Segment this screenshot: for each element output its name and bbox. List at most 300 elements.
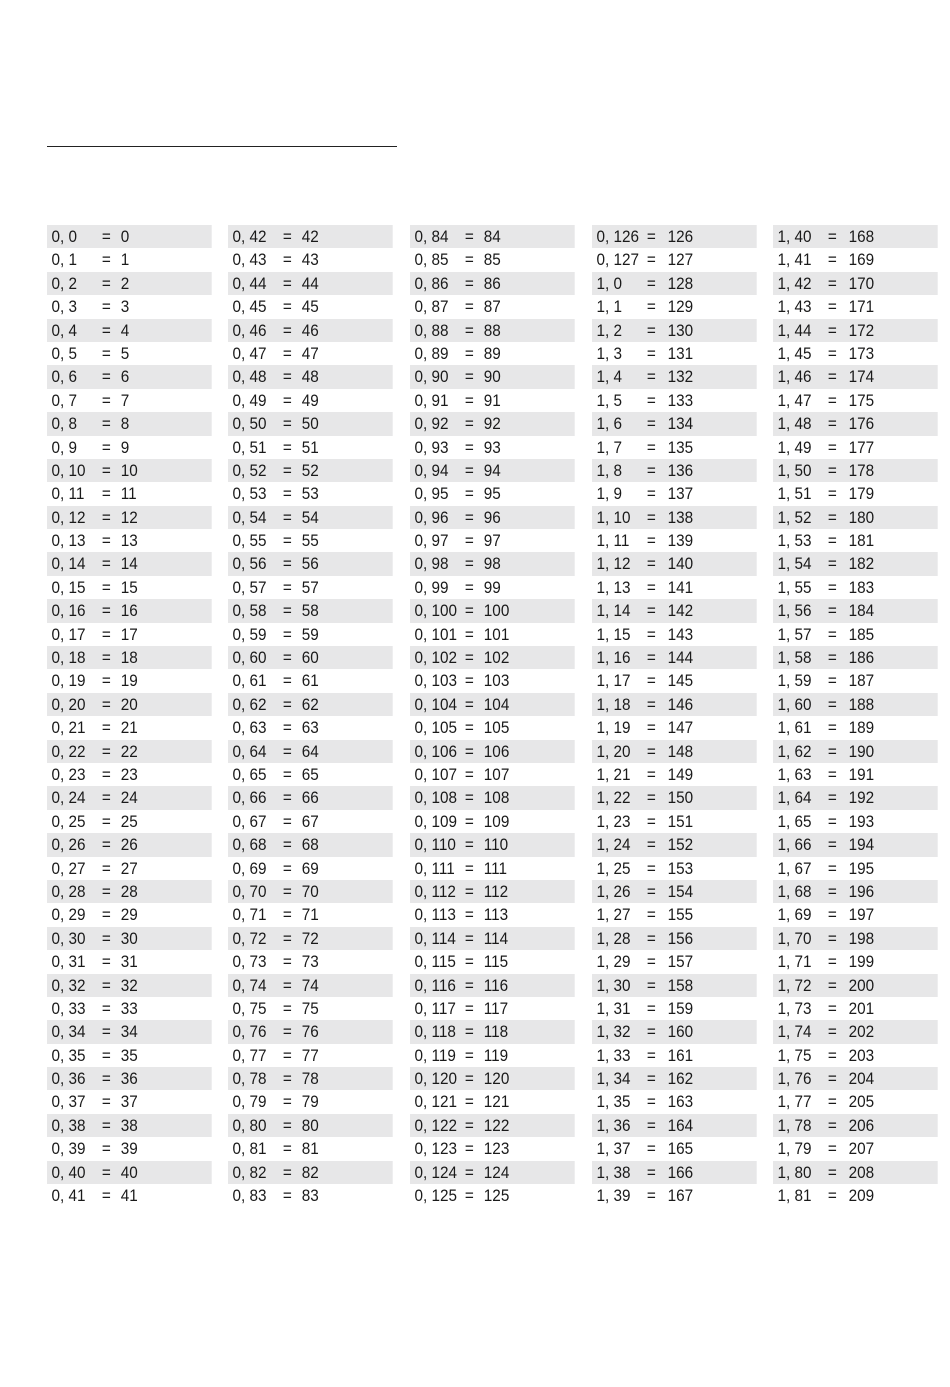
table-row <box>410 599 575 622</box>
value-cell: 156 <box>667 928 694 948</box>
table-row <box>410 646 575 669</box>
code-cell: 1, 60 <box>777 694 812 714</box>
code-cell: 0, 101 <box>414 624 458 644</box>
table-row <box>47 1090 212 1113</box>
code-cell: 1, 70 <box>777 928 812 948</box>
table-column <box>592 225 757 1207</box>
table-row <box>592 389 757 412</box>
code-cell: 0, 92 <box>414 414 449 434</box>
value-cell: 161 <box>667 1045 694 1065</box>
value-cell: 208 <box>848 1162 875 1182</box>
value-cell: 158 <box>667 975 694 995</box>
code-cell: 1, 25 <box>596 858 631 878</box>
table-row <box>410 482 575 505</box>
value-cell: 177 <box>848 437 875 457</box>
equals-sign: = <box>646 250 656 270</box>
code-cell: 0, 4 <box>51 320 78 340</box>
table-row <box>47 693 212 716</box>
code-cell: 0, 13 <box>51 531 86 551</box>
value-cell: 12 <box>120 507 138 527</box>
table-row <box>410 436 575 459</box>
equals-sign: = <box>646 788 656 808</box>
value-cell: 70 <box>301 881 319 901</box>
table-row <box>592 295 757 318</box>
equals-sign: = <box>464 1092 474 1112</box>
value-cell: 20 <box>120 694 138 714</box>
code-cell: 1, 59 <box>777 671 812 691</box>
table-row <box>773 342 938 365</box>
code-cell: 0, 7 <box>51 390 78 410</box>
equals-sign: = <box>101 297 111 317</box>
value-cell: 157 <box>667 952 694 972</box>
value-cell: 56 <box>301 554 319 574</box>
code-cell: 0, 112 <box>414 881 456 901</box>
code-cell: 0, 90 <box>414 367 449 387</box>
equals-sign: = <box>464 390 474 410</box>
code-cell: 0, 63 <box>232 718 267 738</box>
code-cell: 0, 78 <box>232 1069 267 1089</box>
value-cell: 178 <box>848 460 875 480</box>
table-row <box>592 552 757 575</box>
table-row <box>592 342 757 365</box>
table-row <box>47 295 212 318</box>
code-cell: 1, 35 <box>596 1092 631 1112</box>
code-cell: 0, 82 <box>232 1162 267 1182</box>
equals-sign: = <box>101 414 111 434</box>
equals-sign: = <box>646 367 656 387</box>
code-cell: 0, 114 <box>414 928 456 948</box>
table-row <box>47 576 212 599</box>
table-column <box>773 225 938 1207</box>
value-cell: 151 <box>667 811 694 831</box>
value-cell: 65 <box>301 764 319 784</box>
table-row <box>592 576 757 599</box>
equals-sign: = <box>827 531 837 551</box>
value-cell: 162 <box>667 1069 694 1089</box>
code-cell: 0, 105 <box>414 718 458 738</box>
value-cell: 6 <box>120 367 130 387</box>
code-cell: 1, 32 <box>596 1022 631 1042</box>
value-cell: 138 <box>667 507 694 527</box>
equals-sign: = <box>101 835 111 855</box>
table-row <box>773 389 938 412</box>
code-cell: 0, 123 <box>414 1139 458 1159</box>
equals-sign: = <box>282 437 292 457</box>
code-cell: 1, 42 <box>777 273 812 293</box>
value-cell: 33 <box>120 998 138 1018</box>
equals-sign: = <box>827 928 837 948</box>
equals-sign: = <box>464 928 474 948</box>
code-cell: 0, 77 <box>232 1045 267 1065</box>
table-row <box>228 576 393 599</box>
code-cell: 1, 26 <box>596 881 631 901</box>
value-cell: 59 <box>301 624 319 644</box>
equals-sign: = <box>646 554 656 574</box>
value-cell: 66 <box>301 788 319 808</box>
equals-sign: = <box>646 273 656 293</box>
value-cell: 207 <box>848 1139 875 1159</box>
table-row <box>592 950 757 973</box>
value-cell: 23 <box>120 764 138 784</box>
value-cell: 51 <box>301 437 319 457</box>
table-row <box>47 552 212 575</box>
code-cell: 0, 59 <box>232 624 267 644</box>
equals-sign: = <box>101 577 111 597</box>
table-row <box>228 810 393 833</box>
table-row <box>592 974 757 997</box>
equals-sign: = <box>464 531 474 551</box>
equals-sign: = <box>101 531 111 551</box>
table-row <box>773 482 938 505</box>
equals-sign: = <box>827 1092 837 1112</box>
value-cell: 199 <box>848 952 875 972</box>
value-cell: 159 <box>667 998 694 1018</box>
value-cell: 146 <box>667 694 694 714</box>
code-cell: 0, 54 <box>232 507 267 527</box>
equals-sign: = <box>464 811 474 831</box>
table-row <box>773 974 938 997</box>
equals-sign: = <box>464 437 474 457</box>
equals-sign: = <box>282 273 292 293</box>
value-cell: 29 <box>120 905 138 925</box>
equals-sign: = <box>464 1022 474 1042</box>
equals-sign: = <box>282 484 292 504</box>
value-cell: 201 <box>848 998 875 1018</box>
code-cell: 0, 126 <box>596 227 640 246</box>
equals-sign: = <box>827 811 837 831</box>
table-row <box>592 319 757 342</box>
table-row <box>410 295 575 318</box>
table-row <box>228 623 393 646</box>
equals-sign: = <box>101 905 111 925</box>
equals-sign: = <box>827 975 837 995</box>
value-cell: 44 <box>301 273 319 293</box>
table-column <box>47 225 212 1207</box>
code-cell: 1, 14 <box>596 601 631 621</box>
table-row <box>773 810 938 833</box>
table-row <box>592 693 757 716</box>
table-row <box>228 740 393 763</box>
table-row <box>592 459 757 482</box>
value-cell: 30 <box>120 928 138 948</box>
table-row <box>228 529 393 552</box>
value-cell: 84 <box>483 227 501 246</box>
table-row <box>228 482 393 505</box>
equals-sign: = <box>101 648 111 668</box>
equals-sign: = <box>464 788 474 808</box>
value-cell: 94 <box>483 460 501 480</box>
table-row <box>773 927 938 950</box>
code-cell: 0, 20 <box>51 694 86 714</box>
equals-sign: = <box>282 343 292 363</box>
value-cell: 154 <box>667 881 694 901</box>
value-cell: 55 <box>301 531 319 551</box>
code-cell: 1, 9 <box>596 484 623 504</box>
table-row <box>47 412 212 435</box>
value-cell: 8 <box>120 414 130 434</box>
value-cell: 37 <box>120 1092 138 1112</box>
equals-sign: = <box>101 1022 111 1042</box>
table-row <box>47 786 212 809</box>
table-row <box>773 1114 938 1137</box>
value-cell: 74 <box>301 975 319 995</box>
equals-sign: = <box>282 577 292 597</box>
value-cell: 188 <box>848 694 875 714</box>
value-cell: 27 <box>120 858 138 878</box>
table-row <box>47 272 212 295</box>
code-cell: 1, 6 <box>596 414 623 434</box>
table-row <box>592 903 757 926</box>
equals-sign: = <box>464 858 474 878</box>
equals-sign: = <box>646 905 656 925</box>
equals-sign: = <box>282 320 292 340</box>
code-cell: 1, 19 <box>596 718 631 738</box>
table-row <box>228 1090 393 1113</box>
value-cell: 126 <box>667 227 694 246</box>
table-row <box>47 389 212 412</box>
value-cell: 17 <box>120 624 138 644</box>
equals-sign: = <box>101 437 111 457</box>
table-row <box>773 319 938 342</box>
value-cell: 204 <box>848 1069 875 1089</box>
value-cell: 54 <box>301 507 319 527</box>
table-row <box>592 225 757 248</box>
equals-sign: = <box>101 390 111 410</box>
value-cell: 15 <box>120 577 138 597</box>
table-row <box>592 927 757 950</box>
table-row <box>592 412 757 435</box>
table-row <box>228 552 393 575</box>
table-row <box>47 248 212 271</box>
value-cell: 13 <box>120 531 138 551</box>
table-row <box>773 880 938 903</box>
equals-sign: = <box>101 343 111 363</box>
value-cell: 203 <box>848 1045 875 1065</box>
table-row <box>47 903 212 926</box>
value-cell: 81 <box>301 1139 319 1159</box>
code-cell: 1, 66 <box>777 835 812 855</box>
value-cell: 120 <box>483 1069 510 1089</box>
table-row <box>592 716 757 739</box>
value-cell: 28 <box>120 881 138 901</box>
value-cell: 3 <box>120 297 130 317</box>
table-row <box>228 1067 393 1090</box>
code-cell: 0, 119 <box>414 1045 456 1065</box>
value-cell: 153 <box>667 858 694 878</box>
code-cell: 0, 104 <box>414 694 458 714</box>
code-cell: 0, 31 <box>51 952 86 972</box>
equals-sign: = <box>101 811 111 831</box>
table-row <box>47 482 212 505</box>
value-cell: 144 <box>667 648 694 668</box>
value-cell: 95 <box>483 484 501 504</box>
table-row <box>410 763 575 786</box>
value-cell: 197 <box>848 905 875 925</box>
code-cell: 0, 19 <box>51 671 86 691</box>
table-row <box>773 436 938 459</box>
equals-sign: = <box>646 414 656 434</box>
value-cell: 82 <box>301 1162 319 1182</box>
code-cell: 0, 17 <box>51 624 86 644</box>
equals-sign: = <box>464 1162 474 1182</box>
table-row <box>773 646 938 669</box>
code-cell: 0, 71 <box>232 905 267 925</box>
equals-sign: = <box>282 905 292 925</box>
equals-sign: = <box>101 1069 111 1089</box>
equals-sign: = <box>827 764 837 784</box>
code-cell: 1, 33 <box>596 1045 631 1065</box>
value-cell: 106 <box>483 741 510 761</box>
value-cell: 99 <box>483 577 501 597</box>
equals-sign: = <box>101 718 111 738</box>
table-row <box>47 459 212 482</box>
code-cell: 0, 33 <box>51 998 86 1018</box>
equals-sign: = <box>101 1092 111 1112</box>
equals-sign: = <box>101 624 111 644</box>
code-cell: 0, 87 <box>414 297 449 317</box>
code-cell: 1, 57 <box>777 624 812 644</box>
equals-sign: = <box>464 881 474 901</box>
code-cell: 1, 21 <box>596 764 631 784</box>
code-cell: 0, 117 <box>414 998 456 1018</box>
table-row <box>47 599 212 622</box>
code-cell: 0, 47 <box>232 343 267 363</box>
code-cell: 0, 40 <box>51 1162 86 1182</box>
code-cell: 0, 56 <box>232 554 267 574</box>
code-cell: 0, 68 <box>232 835 267 855</box>
equals-sign: = <box>282 835 292 855</box>
value-cell: 130 <box>667 320 694 340</box>
equals-sign: = <box>282 250 292 270</box>
value-cell: 97 <box>483 531 501 551</box>
table-row <box>773 1090 938 1113</box>
equals-sign: = <box>827 601 837 621</box>
code-cell: 1, 48 <box>777 414 812 434</box>
value-cell: 61 <box>301 671 319 691</box>
code-cell: 0, 100 <box>414 601 458 621</box>
table-row <box>47 225 212 248</box>
value-cell: 77 <box>301 1045 319 1065</box>
equals-sign: = <box>464 835 474 855</box>
code-cell: 0, 79 <box>232 1092 267 1112</box>
equals-sign: = <box>101 320 111 340</box>
table-row <box>410 857 575 880</box>
equals-sign: = <box>464 1045 474 1065</box>
table-row <box>47 763 212 786</box>
code-cell: 0, 125 <box>414 1186 458 1206</box>
value-cell: 190 <box>848 741 875 761</box>
table-row <box>773 459 938 482</box>
equals-sign: = <box>827 507 837 527</box>
equals-sign: = <box>646 1186 656 1206</box>
table-row <box>228 319 393 342</box>
code-cell: 0, 41 <box>51 1186 86 1206</box>
equals-sign: = <box>282 811 292 831</box>
equals-sign: = <box>827 741 837 761</box>
code-cell: 1, 34 <box>596 1069 631 1089</box>
code-cell: 1, 79 <box>777 1139 812 1159</box>
table-row <box>410 365 575 388</box>
table-row <box>410 248 575 271</box>
value-cell: 163 <box>667 1092 694 1112</box>
code-cell: 0, 98 <box>414 554 449 574</box>
table-row <box>228 295 393 318</box>
value-cell: 150 <box>667 788 694 808</box>
table-row <box>228 974 393 997</box>
value-cell: 76 <box>301 1022 319 1042</box>
table-row <box>592 623 757 646</box>
equals-sign: = <box>646 390 656 410</box>
code-cell: 1, 39 <box>596 1186 631 1206</box>
value-cell: 67 <box>301 811 319 831</box>
table-row <box>228 1020 393 1043</box>
table-row <box>592 365 757 388</box>
table-row <box>47 880 212 903</box>
value-cell: 141 <box>667 577 694 597</box>
code-cell: 0, 99 <box>414 577 449 597</box>
code-cell: 0, 115 <box>414 952 456 972</box>
value-cell: 109 <box>483 811 510 831</box>
value-cell: 184 <box>848 601 875 621</box>
table-row <box>773 529 938 552</box>
code-cell: 0, 27 <box>51 858 86 878</box>
equals-sign: = <box>646 437 656 457</box>
table-row <box>410 506 575 529</box>
table-row <box>228 763 393 786</box>
value-cell: 170 <box>848 273 875 293</box>
code-cell: 0, 8 <box>51 414 78 434</box>
value-cell: 14 <box>120 554 138 574</box>
code-cell: 0, 85 <box>414 250 449 270</box>
table-row <box>592 272 757 295</box>
table-row <box>47 1020 212 1043</box>
equals-sign: = <box>464 694 474 714</box>
code-cell: 0, 3 <box>51 297 78 317</box>
code-cell: 0, 25 <box>51 811 86 831</box>
equals-sign: = <box>101 998 111 1018</box>
table-row <box>773 786 938 809</box>
table-row <box>592 1161 757 1184</box>
equals-sign: = <box>827 554 837 574</box>
code-cell: 0, 81 <box>232 1139 267 1159</box>
equals-sign: = <box>827 343 837 363</box>
code-cell: 0, 113 <box>414 905 456 925</box>
code-cell: 1, 52 <box>777 507 812 527</box>
equals-sign: = <box>282 367 292 387</box>
equals-sign: = <box>464 624 474 644</box>
code-cell: 0, 94 <box>414 460 449 480</box>
equals-sign: = <box>464 601 474 621</box>
value-cell: 26 <box>120 835 138 855</box>
value-cell: 62 <box>301 694 319 714</box>
equals-sign: = <box>282 718 292 738</box>
value-cell: 88 <box>483 320 501 340</box>
equals-sign: = <box>101 1162 111 1182</box>
value-cell: 38 <box>120 1115 138 1135</box>
code-cell: 0, 60 <box>232 648 267 668</box>
equals-sign: = <box>464 343 474 363</box>
equals-sign: = <box>101 952 111 972</box>
equals-sign: = <box>646 718 656 738</box>
equals-sign: = <box>646 881 656 901</box>
code-cell: 0, 69 <box>232 858 267 878</box>
value-cell: 2 <box>120 273 130 293</box>
equals-sign: = <box>101 671 111 691</box>
equals-sign: = <box>101 1139 111 1159</box>
code-cell: 0, 89 <box>414 343 449 363</box>
value-cell: 187 <box>848 671 875 691</box>
equals-sign: = <box>464 718 474 738</box>
